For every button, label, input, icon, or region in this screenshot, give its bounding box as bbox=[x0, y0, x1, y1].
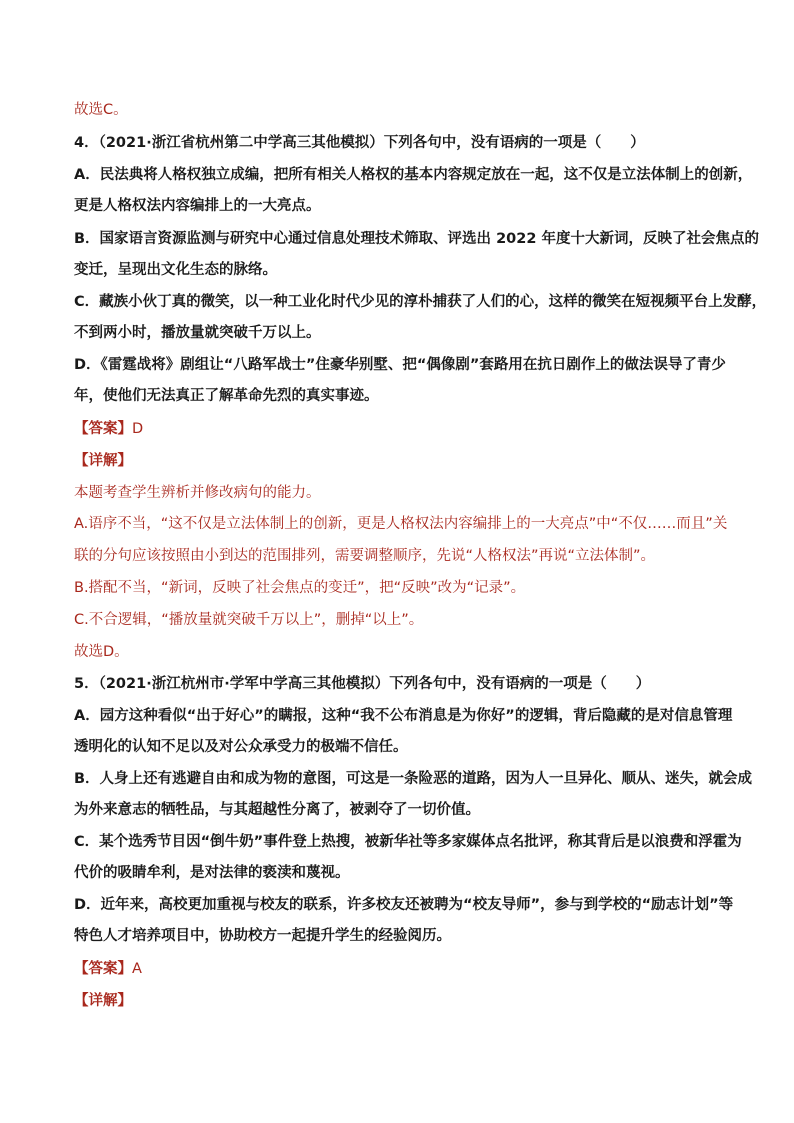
q4-option-c-line1: C．藏族小伙丁真的微笑，以一种工业化时代少见的淳朴捕获了人们的心，这样的微笑在短视频平台上发酵， bbox=[74, 294, 767, 310]
q4-option-c-line2: 不到两小时，播放量就突破千万以上。 bbox=[74, 325, 321, 341]
q4-detail-label: 【详解】 bbox=[74, 453, 132, 469]
q5-option-b-line2: 为外来意志的牺牲品，与其超越性分离了，被剥夺了一切价值。 bbox=[74, 802, 480, 818]
q5-option-b-line1: B．人身上还有逃避自由和成为物的意图，可这是一条险恶的道路，因为人一旦异化、顺从、迷失，就会成 bbox=[74, 771, 753, 787]
q4-stem: 4．（2021·浙江省杭州第二中学高三其他模拟）下列各句中，没有语病的一项是（ ） bbox=[74, 135, 645, 151]
q4-answer-label: 【答案】 bbox=[74, 421, 132, 437]
q4-option-b-line1: B．国家语言资源监测与研究中心通过信息处理技术筛取、评选出 2022 年度十大新词，反映了社会焦点的 bbox=[74, 231, 760, 247]
q4-answer bbox=[74, 419, 143, 439]
q5-option-c-line1: C．某个选秀节目因“倒牛奶”事件登上热搜，被新华社等多家媒体点名批评，称其背后是以浪费和浮霍为 bbox=[74, 834, 742, 850]
q4-option-a-line2: 更是人格权法内容编排上的一大亮点。 bbox=[74, 198, 321, 214]
q5-option-a-line2: 透明化的认知不足以及对公众承受力的极端不信任。 bbox=[74, 739, 408, 755]
q4-explanation-c: C.不合逻辑，“播放量就突破千万以上”，删掉“以上”。 bbox=[74, 612, 424, 628]
q5-option-a-line1: A．园方这种看似“出于好心”的瞒报，这种“我不公布消息是为你好”的逻辑，背后隐藏的是对信息管理 bbox=[74, 708, 733, 724]
q5-option-d-line1: D．近年来，高校更加重视与校友的联系，许多校友还被聘为“校友导师”，参与到学校的“励志计划”等 bbox=[74, 897, 734, 913]
q4-explanation-intro: 本题考查学生辨析并修改病句的能力。 bbox=[74, 485, 321, 501]
q5-answer bbox=[74, 959, 142, 979]
q4-answer-value: D bbox=[132, 421, 144, 437]
q5-answer-value: A bbox=[132, 961, 142, 977]
q5-option-d-line2: 特色人才培养项目中，协助校方一起提升学生的经验阅历。 bbox=[74, 928, 451, 944]
q5-detail-label: 【详解】 bbox=[74, 993, 132, 1009]
q4-explanation-a-line1: A.语序不当，“这不仅是立法体制上的创新，更是人格权法内容编排上的一大亮点”中“不仅……而且”关 bbox=[74, 516, 728, 532]
q4-option-b-line2: 变迁，呈现出文化生态的脉络。 bbox=[74, 262, 277, 278]
q5-stem: 5．（2021·浙江杭州市·学军中学高三其他模拟）下列各句中，没有语病的一项是（ ） bbox=[74, 676, 651, 692]
q5-option-c-line2: 代价的吸睛牟利，是对法律的亵渎和蔑视。 bbox=[74, 865, 350, 881]
q5-answer-label: 【答案】 bbox=[74, 961, 132, 977]
q4-option-d-line2: 年，使他们无法真正了解革命先烈的真实事迹。 bbox=[74, 388, 379, 404]
prev-conclusion: 故选C。 bbox=[74, 102, 128, 118]
q4-conclusion: 故选D。 bbox=[74, 644, 129, 660]
q4-option-d-line1: D．《雷霆战将》剧组让“八路军战士”住豪华别墅、把“偶像剧”套路用在抗日剧作上的做法误导了青少 bbox=[74, 357, 726, 373]
q4-option-a-line1: A．民法典将人格权独立成编，把所有相关人格权的基本内容规定放在一起，这不仅是立法体制上的创新， bbox=[74, 167, 753, 183]
q4-explanation-a-line2: 联的分句应该按照由小到达的范围排列，需要调整顺序，先说“人格权法”再说“立法体制”。 bbox=[74, 548, 656, 564]
q4-explanation-b: B.搭配不当，“新词，反映了社会焦点的变迁”，把“反映”改为“记录”。 bbox=[74, 580, 526, 596]
